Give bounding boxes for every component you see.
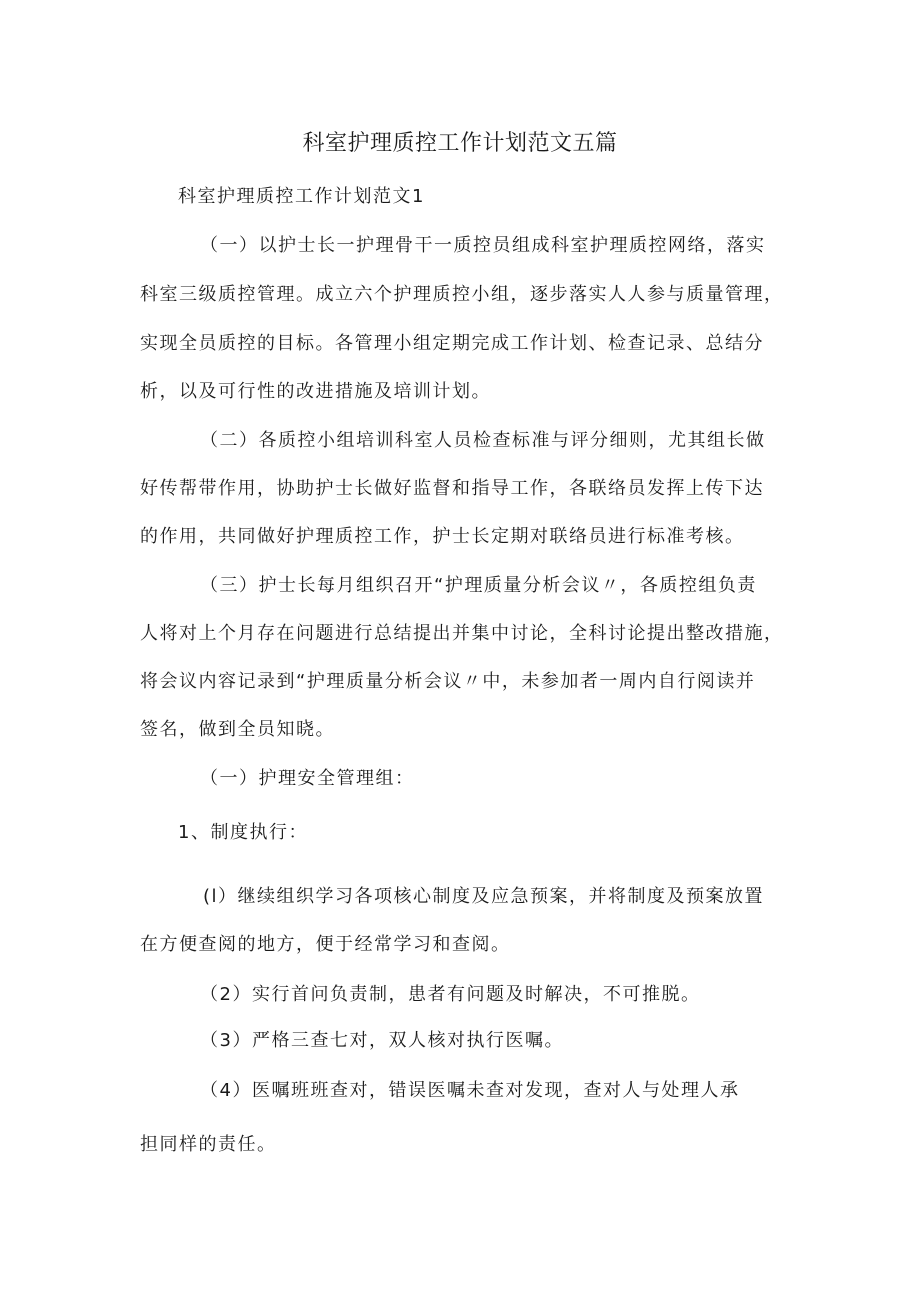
paragraph-line: 签名，做到全员知晓。 [140,719,335,740]
document-title: 科室护理质控工作计划范文五篇 [302,131,618,156]
list-item: (l）继续组织学习各项核心制度及应急预案，并将制度及预案放置 [203,886,765,907]
list-item: （2）实行首问负责制，患者有问题及时解决，不可推脱。 [200,984,701,1005]
list-item-continuation: 担同样的责任。 [140,1134,277,1155]
list-item-continuation: 在方便查阅的地方，便于经常学习和查阅。 [140,934,511,955]
paragraph-line: 的作用，共同做好护理质控工作，护士长定期对联络员进行标准考核。 [140,526,745,547]
list-item: （4）医嘱班班查对，错误医嘱未查对发现，查对人与处理人承 [200,1080,740,1101]
item-heading: 1、制度执行： [178,822,308,843]
list-item: （3）严格三查七对，双人核对执行医嘱。 [200,1030,564,1051]
paragraph-line: 人将对上个月存在问题进行总结提出并集中讨论，全科讨论提出整改措施， [140,623,784,644]
paragraph-line: （三）护士长每月组织召开“护理质量分析会议〃，各质控组负责 [200,575,757,596]
subsection-heading: （一）护理安全管理组： [200,768,415,789]
paragraph-line: （二）各质控小组培训科室人员检查标准与评分细则，尤其组长做 [200,430,766,451]
paragraph-line: 将会议内容记录到“护理质量分析会议〃中，未参加者一周内自行阅读并 [140,671,756,692]
paragraph-line: 实现全员质控的目标。各管理小组定期完成工作计划、检查记录、总结分 [140,333,764,354]
paragraph-line: 科室三级质控管理。成立六个护理质控小组，逐步落实人人参与质量管理， [140,284,784,305]
paragraph-line: （一）以护士长一护理骨干一质控员组成科室护理质控网络，落实 [200,235,766,256]
paragraph-line: 析，以及可行性的改进措施及培训计划。 [140,381,491,402]
paragraph-line: 好传帮带作用，协助护士长做好监督和指导工作，各联络员发挥上传下达 [140,478,764,499]
section-heading: 科室护理质控工作计划范文1 [178,186,425,207]
